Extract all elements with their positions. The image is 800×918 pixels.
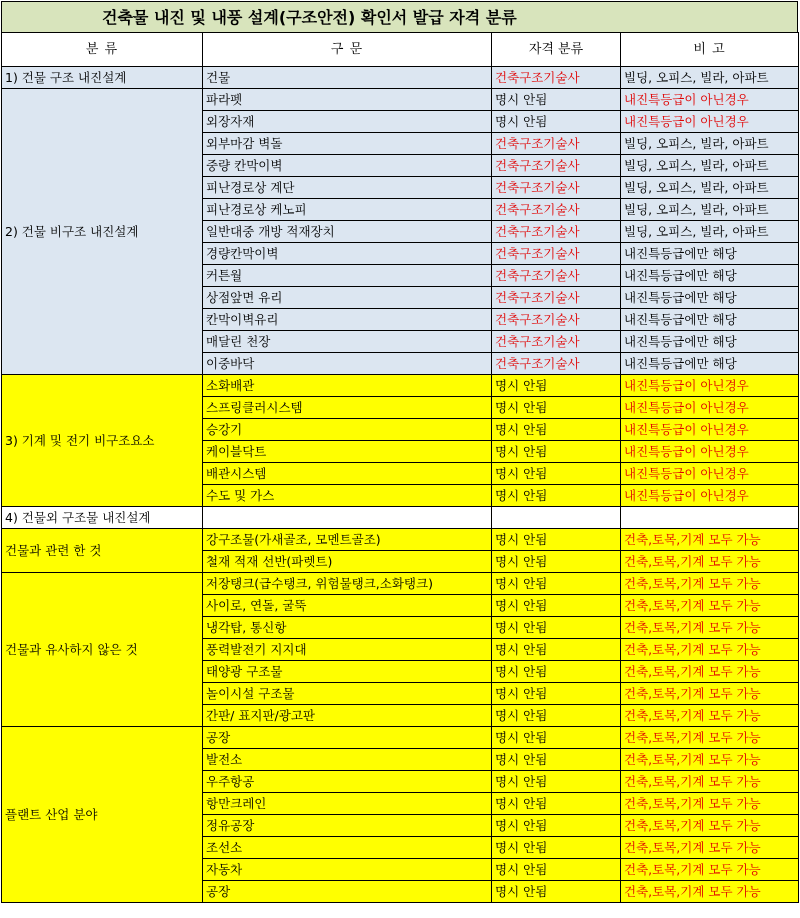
item-cell: 공장	[203, 881, 492, 903]
note-cell: 건축,토목,기계 모두 가능	[621, 727, 799, 749]
item-cell: 풍력발전기 지지대	[203, 639, 492, 661]
qualification-cell: 명시 안됨	[492, 683, 621, 705]
category-cell: 2) 건물 비구조 내진설계	[2, 89, 203, 375]
qualification-cell: 명시 안됨	[492, 375, 621, 397]
header-note: 비 고	[621, 33, 799, 67]
qualification-cell: 명시 안됨	[492, 771, 621, 793]
sheet-title: 건축물 내진 및 내풍 설계(구조안전) 확인서 발급 자격 분류	[1, 1, 798, 33]
classification-table	[1, 32, 799, 903]
qualification-cell: 명시 안됨	[492, 595, 621, 617]
item-cell: 상점앞면 유리	[203, 287, 492, 309]
category-cell: 4) 건물외 구조물 내진설계	[2, 507, 203, 529]
item-cell: 철재 적재 선반(파렛트)	[203, 551, 492, 573]
qualification-cell: 명시 안됨	[492, 573, 621, 595]
note-cell: 건축,토목,기계 모두 가능	[621, 573, 799, 595]
qualification-cell: 건축구조기술사	[492, 265, 621, 287]
item-cell: 정유공장	[203, 815, 492, 837]
item-cell: 태양광 구조물	[203, 661, 492, 683]
note-cell: 빌딩, 오피스, 빌라, 아파트	[621, 155, 799, 177]
qualification-cell: 건축구조기술사	[492, 67, 621, 89]
item-cell: 이중바닥	[203, 353, 492, 375]
qualification-cell: 명시 안됨	[492, 749, 621, 771]
note-cell: 내진특등급이 아닌경우	[621, 111, 799, 133]
qualification-cell: 명시 안됨	[492, 111, 621, 133]
note-cell: 빌딩, 오피스, 빌라, 아파트	[621, 133, 799, 155]
qualification-cell: 명시 안됨	[492, 705, 621, 727]
note-cell: 내진특등급이 아닌경우	[621, 419, 799, 441]
qualification-cell: 건축구조기술사	[492, 287, 621, 309]
item-cell: 간판/ 표지판/광고판	[203, 705, 492, 727]
header-category: 분 류	[2, 33, 203, 67]
item-cell: 외장자재	[203, 111, 492, 133]
item-cell: 승강기	[203, 419, 492, 441]
item-cell: 피난경로상 케노피	[203, 199, 492, 221]
item-cell: 스프링클러시스템	[203, 397, 492, 419]
note-cell: 빌딩, 오피스, 빌라, 아파트	[621, 199, 799, 221]
note-cell: 내진특등급에만 해당	[621, 353, 799, 375]
item-cell: 자동차	[203, 859, 492, 881]
item-cell: 피난경로상 계단	[203, 177, 492, 199]
qualification-cell: 명시 안됨	[492, 617, 621, 639]
qualification-cell: 건축구조기술사	[492, 133, 621, 155]
qualification-cell: 명시 안됨	[492, 793, 621, 815]
section-row	[2, 507, 799, 529]
item-cell: 외부마감 벽돌	[203, 133, 492, 155]
qualification-cell: 명시 안됨	[492, 859, 621, 881]
table-row	[2, 89, 799, 111]
qualification-cell: 명시 안됨	[492, 529, 621, 551]
note-cell: 내진특등급이 아닌경우	[621, 463, 799, 485]
item-cell: 냉각탑, 통신항	[203, 617, 492, 639]
item-cell: 건물	[203, 67, 492, 89]
table-row	[2, 573, 799, 595]
item-cell: 칸막이벽유리	[203, 309, 492, 331]
note-cell: 건축,토목,기계 모두 가능	[621, 617, 799, 639]
qualification-cell: 명시 안됨	[492, 485, 621, 507]
item-cell: 경량칸막이벽	[203, 243, 492, 265]
note-cell: 건축,토목,기계 모두 가능	[621, 793, 799, 815]
item-cell: 저장탱크(급수탱크, 위험물탱크,소화탱크)	[203, 573, 492, 595]
item-cell	[203, 507, 492, 529]
note-cell: 내진특등급이 아닌경우	[621, 89, 799, 111]
note-cell: 건축,토목,기계 모두 가능	[621, 837, 799, 859]
note-cell: 건축,토목,기계 모두 가능	[621, 529, 799, 551]
category-cell: 3) 기계 및 전기 비구조요소	[2, 375, 203, 507]
note-cell: 건축,토목,기계 모두 가능	[621, 881, 799, 903]
qualification-cell: 건축구조기술사	[492, 199, 621, 221]
qualification-cell: 명시 안됨	[492, 441, 621, 463]
item-cell: 놀이시설 구조물	[203, 683, 492, 705]
note-cell: 건축,토목,기계 모두 가능	[621, 595, 799, 617]
header-row	[2, 33, 799, 67]
note-cell: 빌딩, 오피스, 빌라, 아파트	[621, 177, 799, 199]
note-cell: 내진특등급에만 해당	[621, 287, 799, 309]
note-cell: 건축,토목,기계 모두 가능	[621, 815, 799, 837]
qualification-cell: 건축구조기술사	[492, 155, 621, 177]
note-cell: 빌딩, 오피스, 빌라, 아파트	[621, 67, 799, 89]
item-cell: 조선소	[203, 837, 492, 859]
qualification-cell: 명시 안됨	[492, 551, 621, 573]
category-cell: 1) 건물 구조 내진설계	[2, 67, 203, 89]
category-cell: 건물과 관련 한 것	[2, 529, 203, 573]
note-cell: 건축,토목,기계 모두 가능	[621, 551, 799, 573]
note-cell: 건축,토목,기계 모두 가능	[621, 705, 799, 727]
note-cell: 건축,토목,기계 모두 가능	[621, 771, 799, 793]
item-cell: 배관시스템	[203, 463, 492, 485]
note-cell: 내진특등급이 아닌경우	[621, 375, 799, 397]
item-cell: 일반대중 개방 적재장치	[203, 221, 492, 243]
qualification-cell: 건축구조기술사	[492, 243, 621, 265]
note-cell: 내진특등급에만 해당	[621, 309, 799, 331]
note-cell: 빌딩, 오피스, 빌라, 아파트	[621, 221, 799, 243]
note-cell: 건축,토목,기계 모두 가능	[621, 661, 799, 683]
table-body	[2, 67, 799, 903]
qualification-cell: 명시 안됨	[492, 463, 621, 485]
note-cell: 내진특등급이 아닌경우	[621, 485, 799, 507]
qualification-cell: 명시 안됨	[492, 815, 621, 837]
qualification-cell	[492, 507, 621, 529]
qualification-cell: 명시 안됨	[492, 639, 621, 661]
qualification-cell: 명시 안됨	[492, 419, 621, 441]
note-cell	[621, 507, 799, 529]
qualification-cell: 명시 안됨	[492, 837, 621, 859]
table-row	[2, 375, 799, 397]
note-cell: 내진특등급에만 해당	[621, 265, 799, 287]
note-cell: 건축,토목,기계 모두 가능	[621, 683, 799, 705]
note-cell: 내진특등급에만 해당	[621, 243, 799, 265]
item-cell: 사이로, 연돌, 굴뚝	[203, 595, 492, 617]
qualification-cell: 건축구조기술사	[492, 309, 621, 331]
qualification-cell: 명시 안됨	[492, 881, 621, 903]
item-cell: 항만크레인	[203, 793, 492, 815]
category-cell: 플랜트 산업 분야	[2, 727, 203, 903]
note-cell: 내진특등급에만 해당	[621, 331, 799, 353]
note-cell: 내진특등급이 아닌경우	[621, 397, 799, 419]
qualification-cell: 건축구조기술사	[492, 221, 621, 243]
qualification-cell: 건축구조기술사	[492, 177, 621, 199]
item-cell: 파라펫	[203, 89, 492, 111]
note-cell: 건축,토목,기계 모두 가능	[621, 749, 799, 771]
item-cell: 발전소	[203, 749, 492, 771]
qualification-cell: 명시 안됨	[492, 397, 621, 419]
spreadsheet	[1, 1, 798, 903]
item-cell: 수도 및 가스	[203, 485, 492, 507]
table-row	[2, 529, 799, 551]
item-cell: 소화배관	[203, 375, 492, 397]
table-row	[2, 67, 799, 89]
header-qualification: 자격 분류	[492, 33, 621, 67]
category-cell: 건물과 유사하지 않은 것	[2, 573, 203, 727]
qualification-cell: 명시 안됨	[492, 89, 621, 111]
qualification-cell: 건축구조기술사	[492, 331, 621, 353]
item-cell: 우주항공	[203, 771, 492, 793]
note-cell: 내진특등급이 아닌경우	[621, 441, 799, 463]
item-cell: 매달린 천장	[203, 331, 492, 353]
item-cell: 강구조물(가새골조, 모멘트골조)	[203, 529, 492, 551]
table-row	[2, 727, 799, 749]
item-cell: 커튼월	[203, 265, 492, 287]
item-cell: 중량 칸막이벽	[203, 155, 492, 177]
note-cell: 건축,토목,기계 모두 가능	[621, 639, 799, 661]
qualification-cell: 명시 안됨	[492, 727, 621, 749]
note-cell: 건축,토목,기계 모두 가능	[621, 859, 799, 881]
item-cell: 케이블닥트	[203, 441, 492, 463]
qualification-cell: 건축구조기술사	[492, 353, 621, 375]
qualification-cell: 명시 안됨	[492, 661, 621, 683]
header-item: 구 문	[203, 33, 492, 67]
item-cell: 공장	[203, 727, 492, 749]
